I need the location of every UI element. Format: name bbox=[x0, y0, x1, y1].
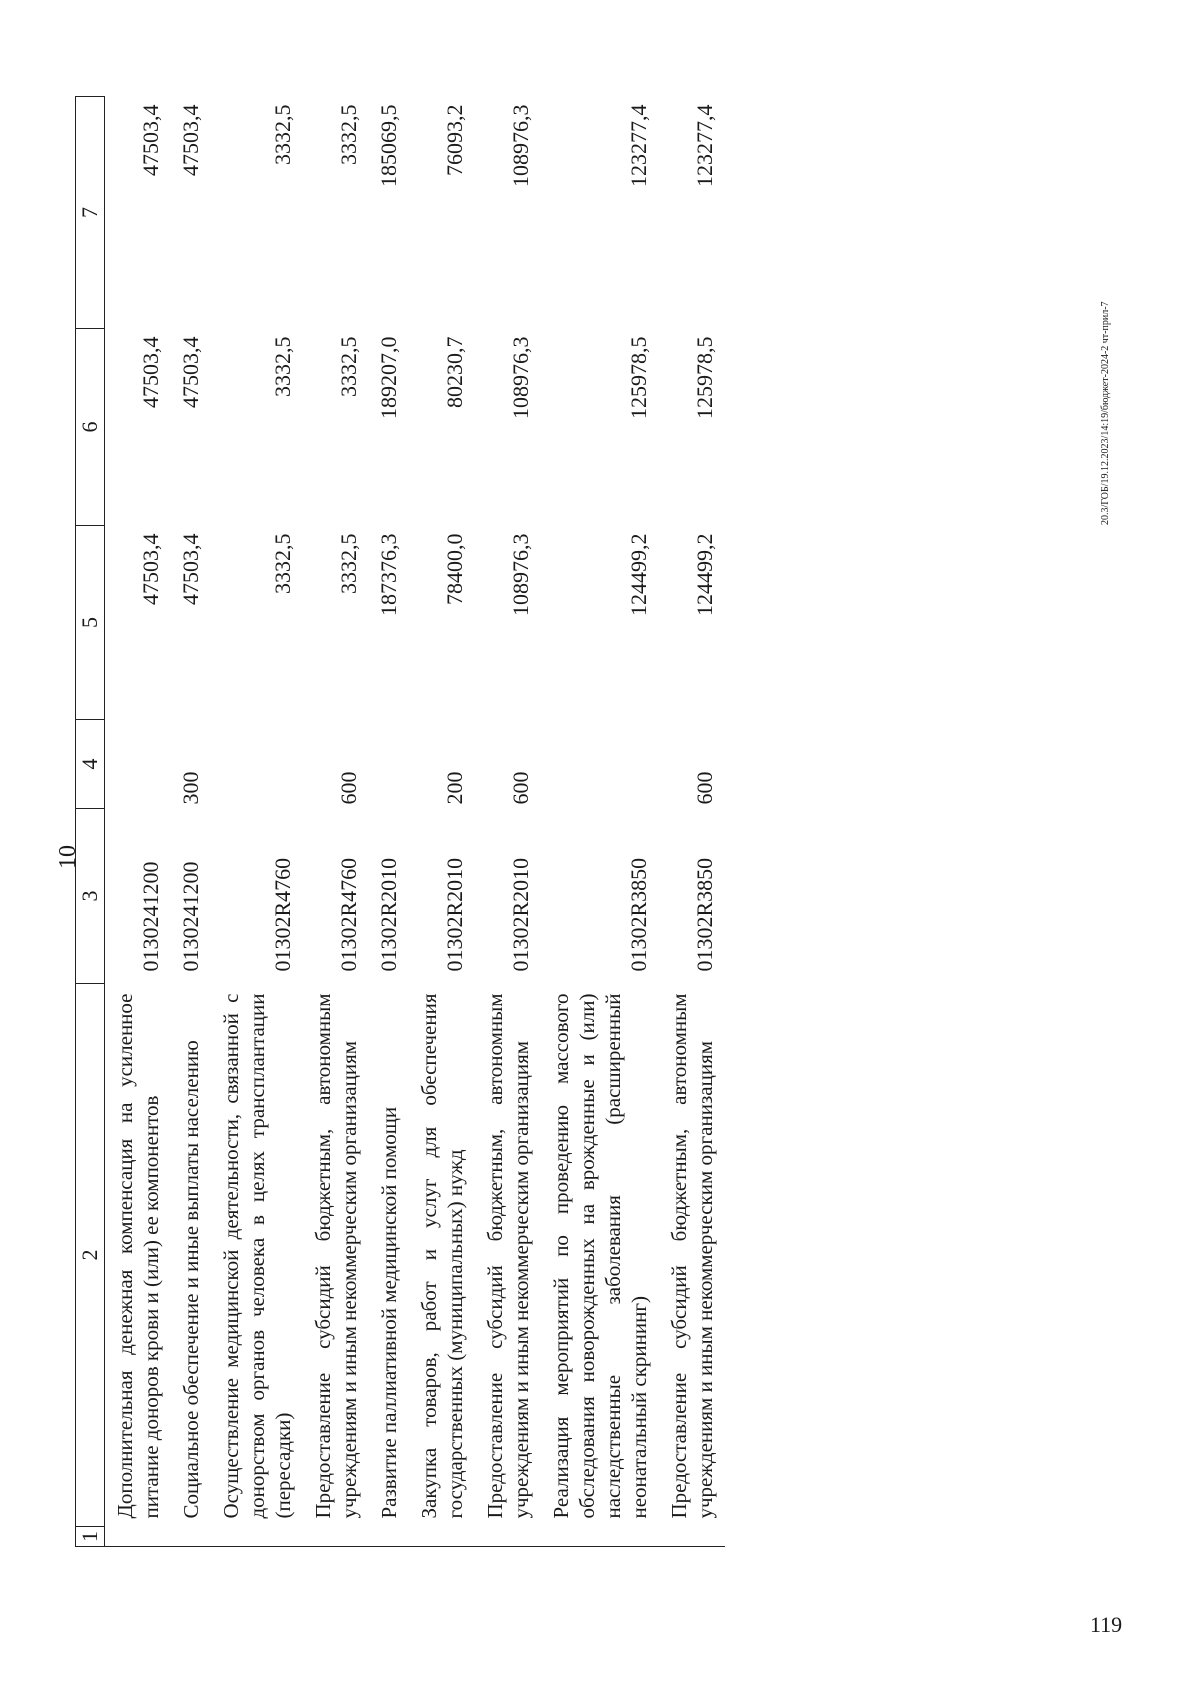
amount-col6: 3332,5 bbox=[270, 336, 295, 397]
expense-name: Предоставление субсидий бюджетным, автономным учреждениям и иным некоммерческим организациям bbox=[483, 993, 533, 1519]
table-row bbox=[105, 97, 172, 1547]
amount-col5: 47503,4 bbox=[178, 533, 203, 605]
row-number-cell bbox=[659, 1527, 725, 1547]
expense-type bbox=[369, 720, 409, 809]
row-number-cell bbox=[369, 1527, 409, 1547]
row-number-cell bbox=[303, 1527, 369, 1547]
target-code: 01302R2010 bbox=[508, 857, 533, 972]
table-row bbox=[475, 97, 541, 1547]
table-row bbox=[211, 97, 303, 1547]
row-number-cell bbox=[409, 1527, 475, 1547]
expense-name: Социальное обеспечение и иные выплаты населению bbox=[179, 1040, 203, 1519]
table-row bbox=[369, 97, 409, 1547]
expense-type: 300 bbox=[178, 771, 203, 805]
amount-col5: 47503,4 bbox=[138, 533, 163, 605]
amount-col5: 3332,5 bbox=[270, 533, 295, 594]
column-header-1: 1 bbox=[76, 1527, 105, 1547]
expense-type: 600 bbox=[508, 771, 533, 805]
expense-name: Дополнительная денежная компенсация на усиленное питание доноров крови и (или) ее компонентов bbox=[113, 993, 163, 1519]
target-code: 01302R2010 bbox=[376, 857, 401, 972]
row-number-cell bbox=[541, 1527, 659, 1547]
table-row bbox=[659, 97, 725, 1547]
amount-col5: 124499,2 bbox=[626, 533, 651, 616]
amount-col5: 124499,2 bbox=[692, 533, 717, 616]
column-header-5: 5 bbox=[76, 526, 105, 720]
amount-col7: 3332,5 bbox=[270, 104, 295, 165]
column-header-6: 6 bbox=[76, 329, 105, 526]
target-code: 0130241200 bbox=[138, 861, 163, 972]
expense-type: 600 bbox=[692, 771, 717, 805]
rotated-page: 10 1 2 3 4 5 6 7 Дополнительная денежная компенсация на усиленное питание доноров крови и (или) ее компонентов 0130241200 47503,4 47503,4 47503,4 Социальное обеспечение и иные выплаты населению 0130241200 300 47503,4 47503,4 47503,4 Осуществление медицинской деятельности, связанной с донорством органов человека в целях трансплантации (пересадки) 01302R4760 3332,5 3332,5 3332,5 Предоставление субсидий бюджетным, автономным учреждениям и иным некоммерческим организациям 01302R4760 600 3332,5 3332,5 3332,5 Развитие паллиативной медицинской помощи 01302R2010 187376,3 189207,0 185069,5 Закупка товаров, работ и услуг для обеспечения государственных (муниципальных) нужд 01302R2010 200 78400,0 80230,7 76093,2 Предоставление субсидий бюджетным, автономным учреждениям и иным некоммерческим организациям 01302R2010 600 108976,3 108976,3 108976,3 Реализация мероприятий по проведению массового обследования новорожденных на врожденные и (или) наследственные заболевания (расширенный неонатальный скрининг) 01302R3850 124499,2 125978,5 123277,4 Предоставление субсидий бюджетным, автономным учреждениям и иным некоммерческим организациям 01302R3850 600 124499,2 125978,5 123277,4 20.3/ГОБ/19.12.2023/14:19/бюджет-2024-2 чт-прил-7 bbox=[0, 0, 1200, 1697]
target-code: 01302R4760 bbox=[336, 857, 361, 972]
amount-col5: 108976,3 bbox=[508, 533, 533, 616]
amount-col7: 123277,4 bbox=[692, 104, 717, 187]
amount-col7: 3332,5 bbox=[336, 104, 361, 165]
expense-name: Осуществление медицинской деятельности, связанной с донорством органов человека в целях трансплантации (пересадки) bbox=[219, 993, 295, 1519]
expense-name: Закупка товаров, работ и услуг для обеспечения государственных (муниципальных) нужд bbox=[417, 993, 467, 1519]
row-number-cell bbox=[475, 1527, 541, 1547]
expense-type bbox=[211, 720, 303, 809]
amount-col5: 187376,3 bbox=[376, 533, 401, 616]
row-number-cell bbox=[211, 1527, 303, 1547]
expense-type bbox=[541, 720, 659, 809]
amount-col6: 47503,4 bbox=[178, 336, 203, 408]
amount-col5: 78400,0 bbox=[442, 533, 467, 605]
amount-col7: 47503,4 bbox=[178, 104, 203, 176]
target-code: 01302R2010 bbox=[442, 857, 467, 972]
amount-col5: 3332,5 bbox=[336, 533, 361, 594]
target-code: 0130241200 bbox=[178, 861, 203, 972]
amount-col6: 80230,7 bbox=[442, 336, 467, 408]
amount-col6: 3332,5 bbox=[336, 336, 361, 397]
amount-col6: 108976,3 bbox=[508, 336, 533, 419]
expense-name: Предоставление субсидий бюджетным, автономным учреждениям и иным некоммерческим организациям bbox=[667, 993, 717, 1519]
table-row bbox=[171, 97, 211, 1547]
row-number-cell bbox=[105, 1527, 172, 1547]
column-header-2: 2 bbox=[76, 984, 105, 1527]
table-row bbox=[541, 97, 659, 1547]
column-header-7: 7 bbox=[76, 97, 105, 329]
target-code: 01302R3850 bbox=[626, 857, 651, 972]
page-number: 10 bbox=[55, 845, 81, 869]
column-header-4: 4 bbox=[76, 720, 105, 809]
expense-type: 200 bbox=[442, 771, 467, 805]
target-code: 01302R3850 bbox=[692, 857, 717, 972]
table-row bbox=[409, 97, 475, 1547]
amount-col6: 125978,5 bbox=[692, 336, 717, 419]
table-header-row bbox=[76, 97, 105, 1547]
expense-name: Реализация мероприятий по проведению массового обследования новорожденных на врожденные и (или) наследственные заболевания (расширенный неонатальный скрининг) bbox=[549, 993, 651, 1519]
expense-name: Развитие паллиативной медицинской помощи bbox=[377, 1106, 401, 1519]
sheet-number: 119 bbox=[1090, 1612, 1123, 1637]
budget-table bbox=[75, 96, 725, 1547]
amount-col6: 125978,5 bbox=[626, 336, 651, 419]
amount-col7: 108976,3 bbox=[508, 104, 533, 187]
expense-name: Предоставление субсидий бюджетным, автономным учреждениям и иным некоммерческим организациям bbox=[311, 993, 361, 1519]
expense-type: 600 bbox=[336, 771, 361, 805]
amount-col6: 189207,0 bbox=[376, 336, 401, 419]
amount-col7: 123277,4 bbox=[626, 104, 651, 187]
amount-col7: 76093,2 bbox=[442, 104, 467, 176]
table-row bbox=[303, 97, 369, 1547]
amount-col7: 185069,5 bbox=[376, 104, 401, 187]
column-header-3: 3 bbox=[76, 809, 105, 984]
row-number-cell bbox=[171, 1527, 211, 1547]
amount-col6: 47503,4 bbox=[138, 336, 163, 408]
expense-type bbox=[105, 720, 172, 809]
amount-col7: 47503,4 bbox=[138, 104, 163, 176]
target-code: 01302R4760 bbox=[270, 857, 295, 972]
